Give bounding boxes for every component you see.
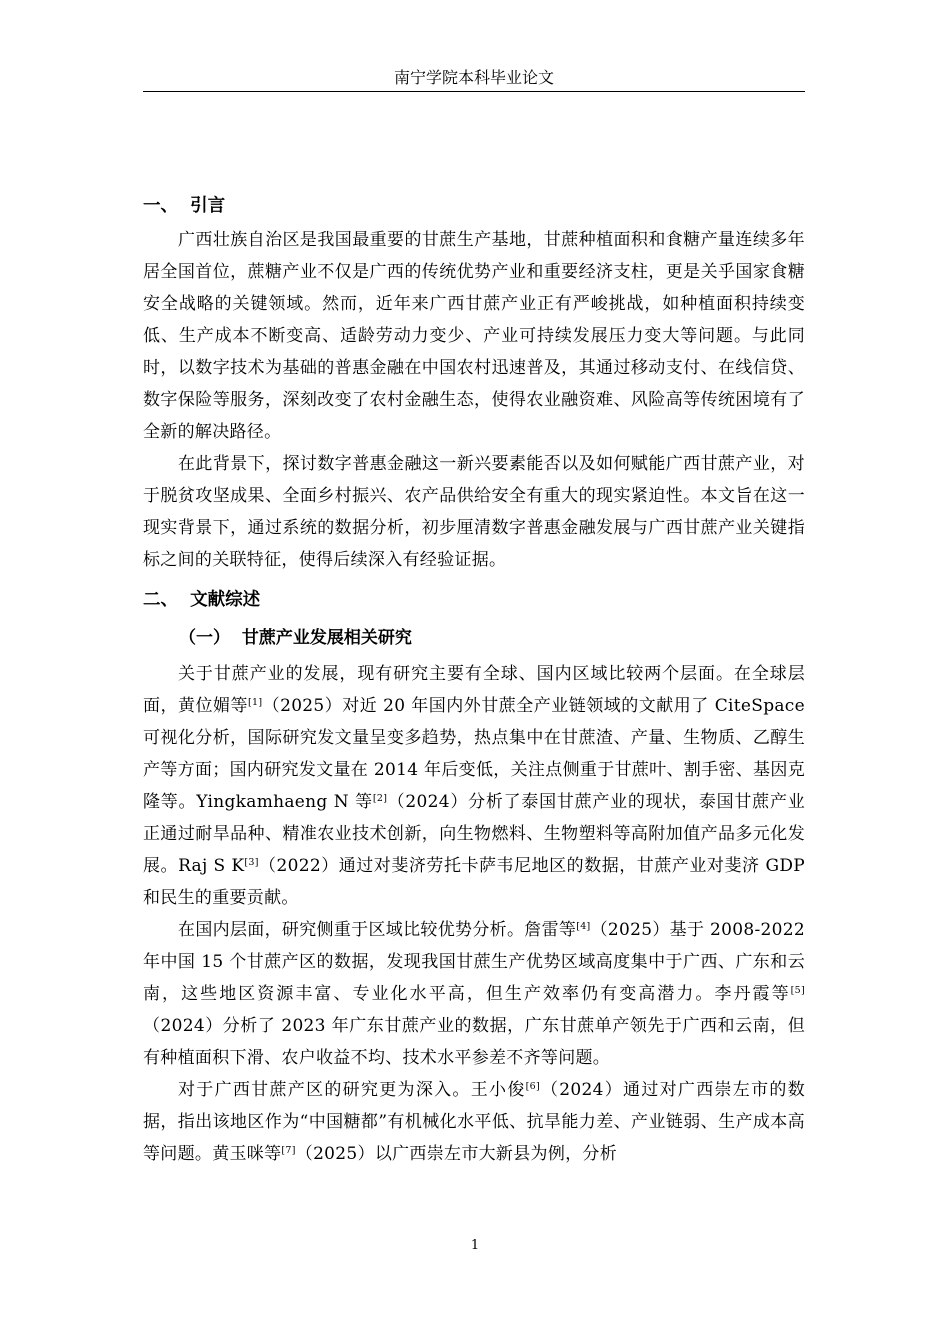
- paragraph-text: （2025）以广西崇左市大新县为例，分析: [295, 1144, 618, 1164]
- section-heading-literature-review: 二、 文献综述: [143, 590, 261, 610]
- page-number: 1: [470, 1238, 480, 1253]
- paragraph-global-research: [143, 658, 805, 914]
- citation-2: [2]: [372, 793, 388, 804]
- running-header: 南宁学院本科毕业论文: [143, 66, 805, 92]
- citation-1: [1]: [248, 697, 263, 708]
- paragraph-guangxi-research: [143, 1074, 805, 1170]
- citation-7: [7]: [281, 1145, 296, 1156]
- paragraph-text: 在国内层面，研究侧重于区域比较优势分析。詹雷等: [178, 920, 577, 940]
- paragraph-intro-1: 广西壮族自治区是我国最重要的甘蔗生产基地，甘蔗种植面积和食糖产量连续多年居全国首位，蔗糖产业不仅是广西的传统优势产业和重要经济支柱，更是关乎国家食糖安全战略的关键领域。然而，近年来广西甘蔗产业正有严峻挑战，如种植面积持续变低、生产成本不断变高、适龄劳动力变少、产业可持续发展压力变大等问题。与此同时，以数字技术为基础的普惠金融在中国农村迅速普及，其通过移动支付、在线信贷、数字保险等服务，深刻改变了农村金融生态，使得农业融资难、风险高等传统困境有了全新的解决路径。: [143, 230, 805, 442]
- paragraph-text: （2024）分析了 2023 年广东甘蔗产业的数据，广东甘蔗单产领先于广西和云南，但有种植面积下滑、农户收益不均、技术水平参差不齐等问题。: [143, 1016, 805, 1068]
- paragraph-text: （2025）基于 2008-2022 年中国 15 个甘蔗产区的数据，发现我国甘蔗生产优势区域高度集中于广西、广东和云南，这些地区资源丰富、专业化水平高，但生产效率仍有变高潜力。李丹霞等: [143, 920, 805, 1004]
- paragraph-intro-2: 在此背景下，探讨数字普惠金融这一新兴要素能否以及如何赋能广西甘蔗产业，对于脱贫攻坚成果、全面乡村振兴、农产品供给安全有重大的现实紧迫性。本文旨在这一现实背景下，通过系统的数据分析，初步厘清数字普惠金融发展与广西甘蔗产业关键指标之间的关联特征，使得后续深入有经验证据。: [143, 454, 805, 570]
- subsection-heading-sugarcane-industry: （一） 甘蔗产业发展相关研究: [179, 628, 412, 648]
- paragraph-text: 关于甘蔗产业的发展，现有研究主要有全球、国内区域比较两个层面。在全球层面，黄位媚等: [143, 664, 805, 716]
- paragraph-domestic-research: [143, 914, 805, 1074]
- paragraph-text: （2022）通过对斐济劳托卡萨韦尼地区的数据，甘蔗产业对斐济 GDP 和民生的重要贡献。: [143, 856, 806, 908]
- paragraph-text: 对于广西甘蔗产区的研究更为深入。王小俊: [178, 1080, 526, 1100]
- page-body: [143, 188, 805, 1170]
- paragraph-text: （2024）通过对广西崇左市的数据，指出该地区作为“中国糖都”有机械化水平低、抗旱能力差、产业链弱、生产成本高等问题。黄玉咪等: [143, 1080, 805, 1164]
- paragraph-text: （2024）分析了泰国甘蔗产业的现状，泰国甘蔗产业正通过耐旱品种、精准农业技术创新，向生物燃料、生物塑料等高附加值产品多元化发展。Raj S K: [143, 792, 805, 876]
- paragraph-text: （2025）对近 20 年国内外甘蔗全产业链领域的文献用了 CiteSpace 可视化分析，国际研究发文量呈变多趋势，热点集中在甘蔗渣、产量、生物质、乙醇生产等方面；国内研究发文量在 2014 年后变低，关注点侧重于甘蔗叶、割手密、基因克隆等。Yingkamhaeng N 等: [143, 696, 805, 812]
- citation-3: [3]: [244, 857, 259, 868]
- section-heading-introduction: 一、 引言: [143, 196, 226, 216]
- citation-5: [5]: [790, 985, 805, 996]
- citation-4: [4]: [576, 921, 591, 932]
- citation-6: [6]: [525, 1081, 540, 1092]
